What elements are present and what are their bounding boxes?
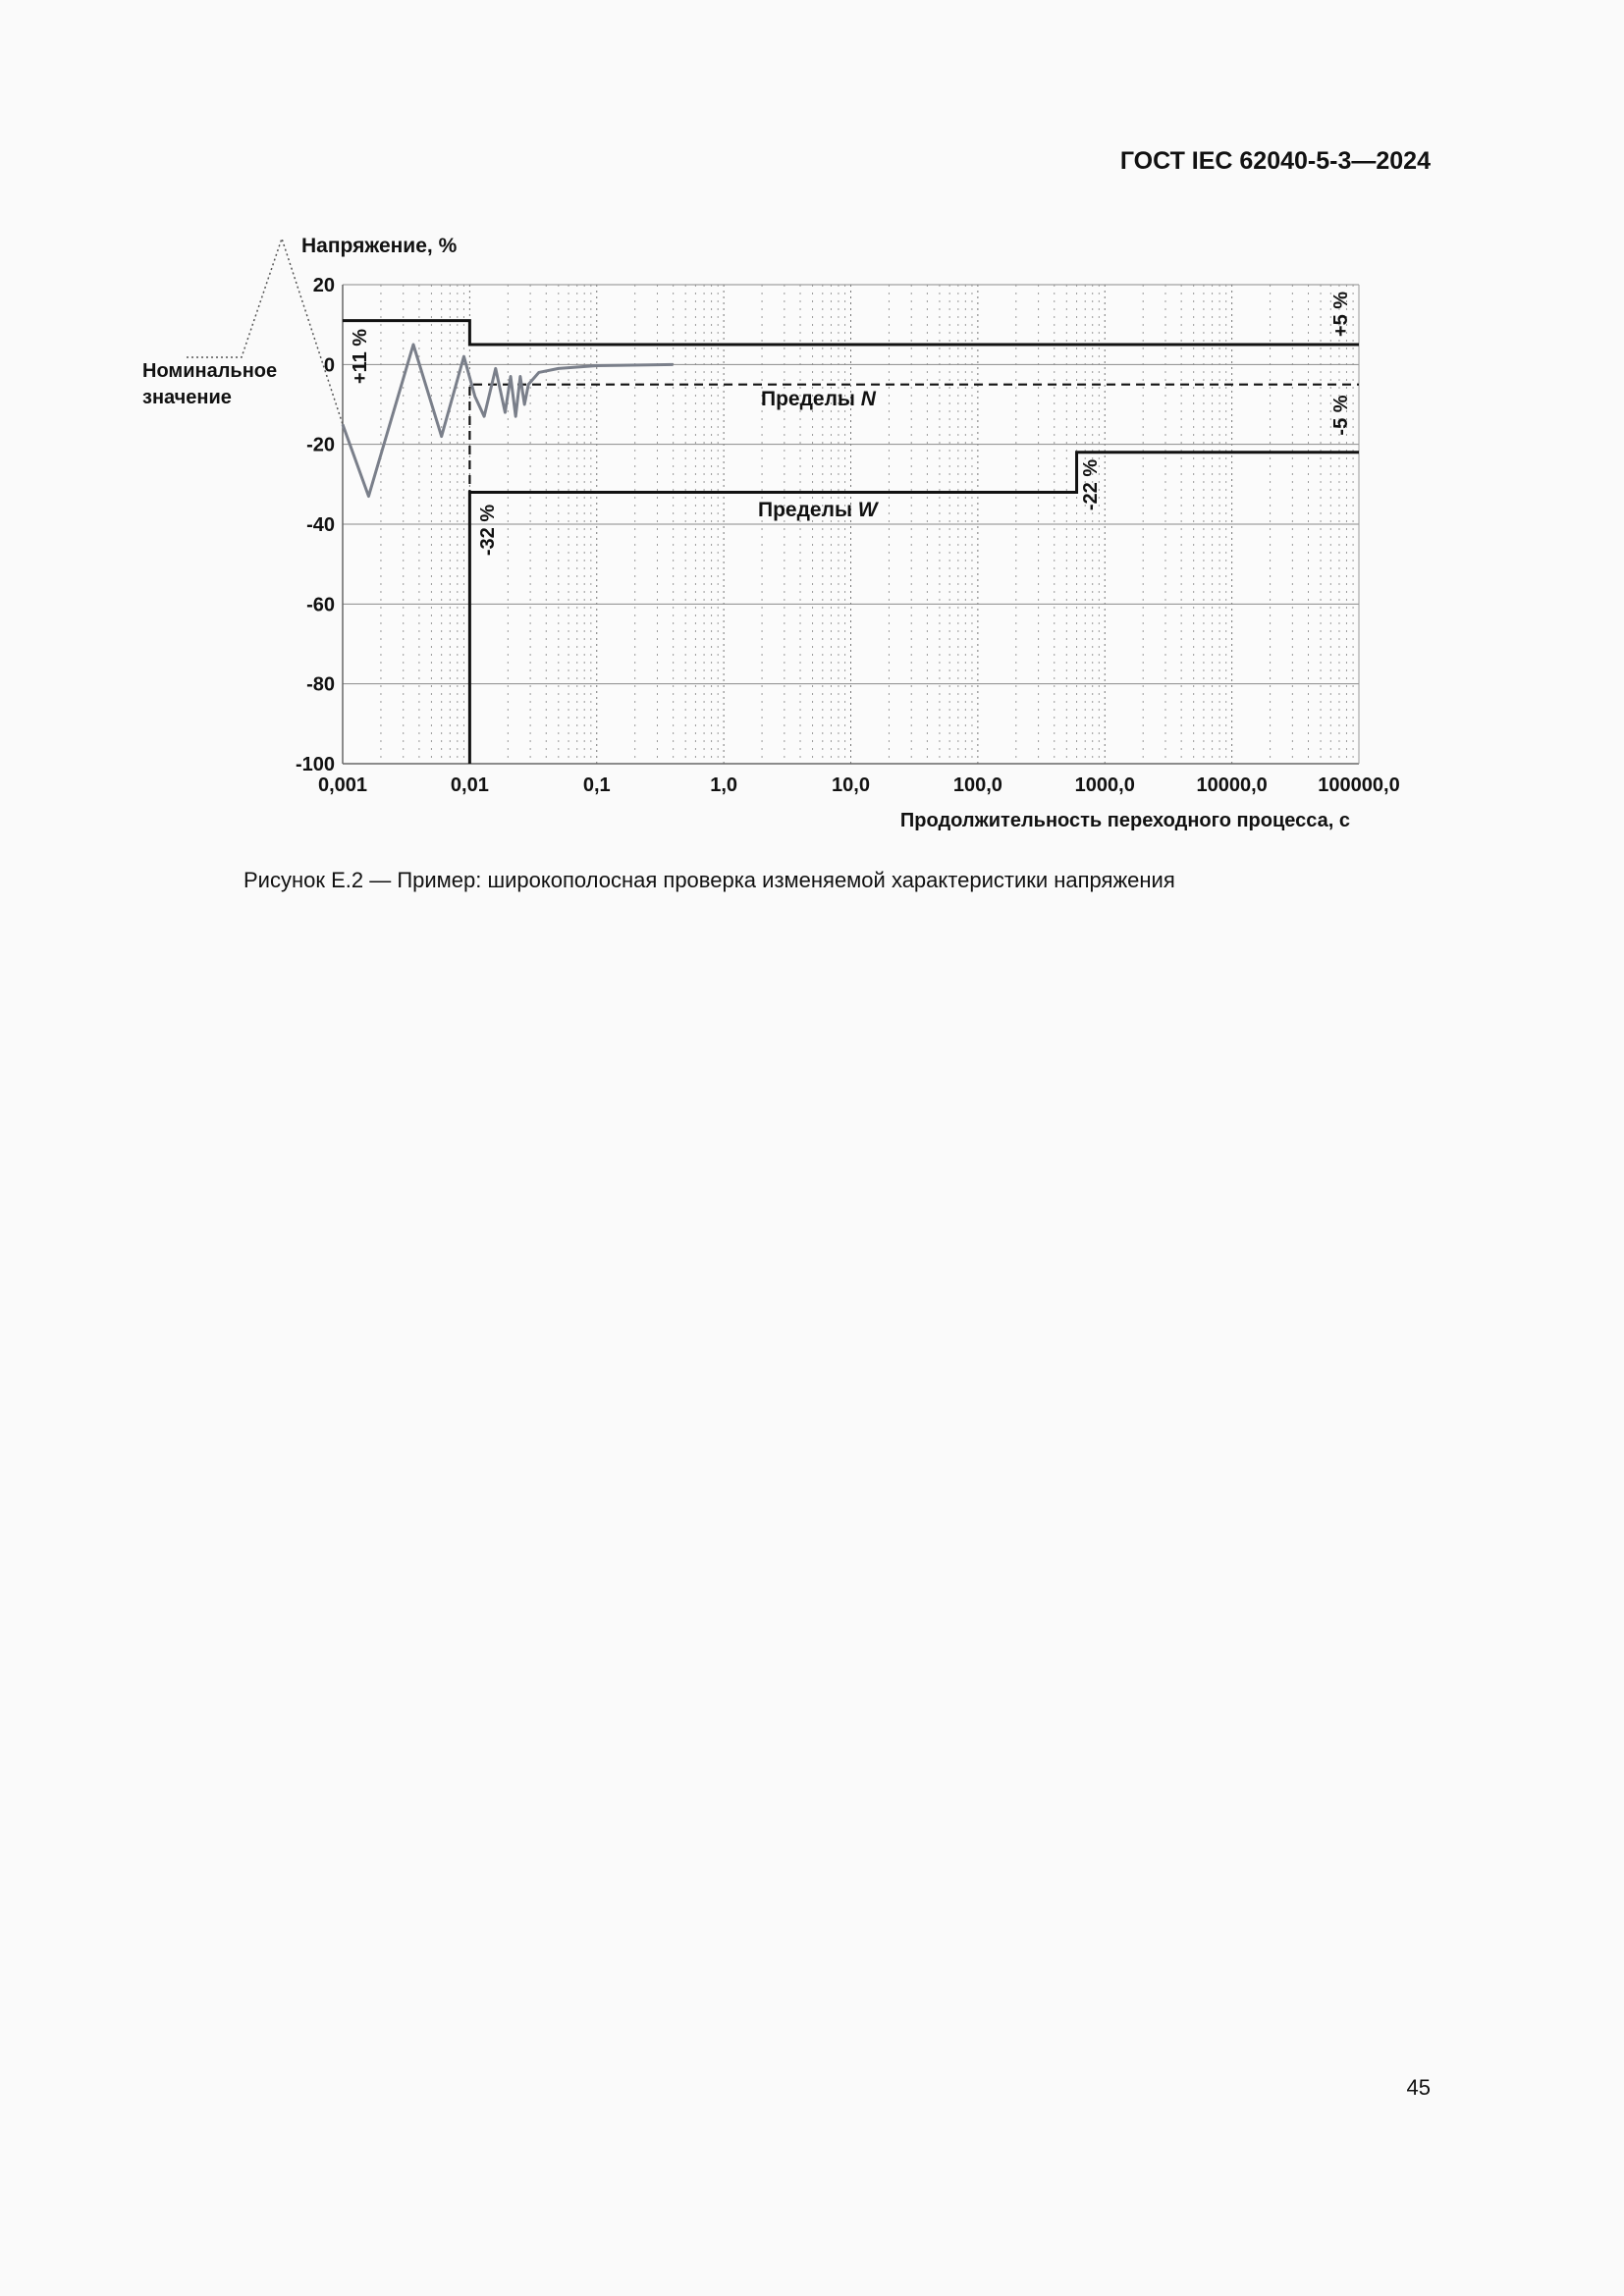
y-axis-label: Напряжение, % xyxy=(301,235,458,257)
annotation-minus-5: -5 % xyxy=(1330,395,1352,436)
x-tick-label: 10,0 xyxy=(832,774,870,796)
y-tick-label: -40 xyxy=(306,514,335,536)
y-tick-label: -100 xyxy=(295,754,335,775)
page-number: 45 xyxy=(1406,2075,1431,2100)
document-header: ГОСТ IEC 62040-5-3—2024 xyxy=(1119,147,1431,175)
annotation-plus-5: +5 % xyxy=(1330,291,1352,338)
y-tick-label: -20 xyxy=(306,434,335,456)
limit-label-n: Пределы N xyxy=(761,388,876,410)
y-tick-label: -60 xyxy=(306,594,335,616)
voltage-chart xyxy=(0,0,1624,883)
y-tick-label: 20 xyxy=(312,275,335,296)
x-tick-label: 0,1 xyxy=(582,774,611,796)
limit-label-w: Пределы W xyxy=(758,499,878,521)
y-tick-label: 0 xyxy=(323,354,335,377)
annotation-minus-22: -22 % xyxy=(1080,458,1102,511)
nominal-label-line2: значение xyxy=(142,387,232,408)
x-axis-label: Продолжительность переходного процесса, с xyxy=(899,810,1350,831)
annotation-minus-32: -32 % xyxy=(477,504,499,557)
figure-caption: Рисунок Е.2 — Пример: широкополосная проверка изменяемой характеристики напряжения xyxy=(244,868,1175,892)
x-tick-label: 1000,0 xyxy=(1074,774,1135,796)
annotation-plus-11: +11 % xyxy=(350,328,371,385)
nominal-label-line1: Номинальное xyxy=(142,360,278,382)
x-tick-label: 10000,0 xyxy=(1196,774,1268,796)
y-tick-label: -80 xyxy=(306,673,335,696)
x-tick-label: 0,01 xyxy=(450,774,489,796)
x-tick-label: 100000,0 xyxy=(1318,774,1400,796)
x-tick-label: 0,001 xyxy=(317,774,368,796)
x-tick-label: 100,0 xyxy=(952,774,1002,796)
x-tick-label: 1,0 xyxy=(710,774,738,796)
